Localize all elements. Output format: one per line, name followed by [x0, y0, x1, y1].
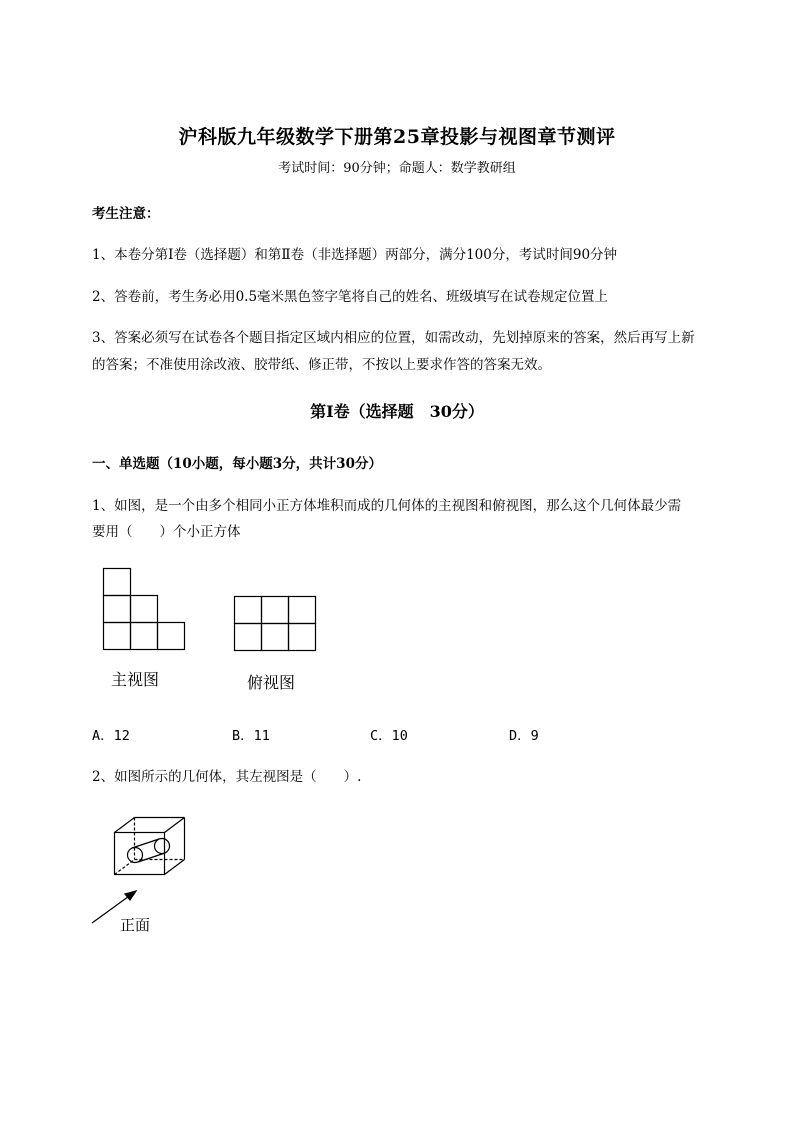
top-view-label: 俯视图 [247, 675, 296, 692]
notice-item-2: 2、答卷前，考生务必用0.5毫米黑色签字笔将自己的姓名、班级填写在试卷规定位置上 [92, 289, 609, 305]
question-1-stem-line1: 1、如图，是一个由多个相同小正方体堆积而成的几何体的主视图和俯视图，那么这个几何体最少需 [92, 498, 682, 514]
notice-item-3: 3、答案必须写在试卷各个题目指定区域内相应的位置，如需改动，先划掉原来的答案，然后再写上新 [92, 330, 695, 346]
front-direction-label: 正面 [120, 918, 151, 934]
page-title: 沪科版九年级数学下册第25章投影与视图章节测评 [178, 126, 616, 148]
front-view-figure [100, 566, 190, 656]
part-title: 一、单选题（10小题，每小题3分，共计30分） [92, 456, 382, 472]
option-c[interactable]: C．10 [370, 728, 408, 744]
exam-info: 考试时间：90分钟；命题人：数学教研组 [278, 161, 516, 176]
question-1-stem-line2: 要用（ ）个小正方体 [92, 524, 241, 540]
notice-heading: 考生注意： [92, 206, 160, 222]
front-view-label: 主视图 [111, 672, 160, 689]
option-a[interactable]: A．12 [92, 728, 130, 744]
notice-item-3-continued: 的答案；不准使用涂改液、胶带纸、修正带，不按以上要求作答的答案无效。 [92, 357, 551, 373]
option-b[interactable]: B．11 [232, 728, 270, 744]
option-d[interactable]: D．9 [509, 728, 539, 744]
question-2-stem: 2、如图所示的几何体，其左视图是（ ）. [92, 769, 362, 785]
notice-item-1: 1、本卷分第I卷（选择题）和第Ⅱ卷（非选择题）两部分，满分100分，考试时间90分钟 [92, 247, 618, 263]
section-title: 第I卷（选择题 30分） [310, 402, 484, 421]
top-view-figure [232, 594, 318, 654]
